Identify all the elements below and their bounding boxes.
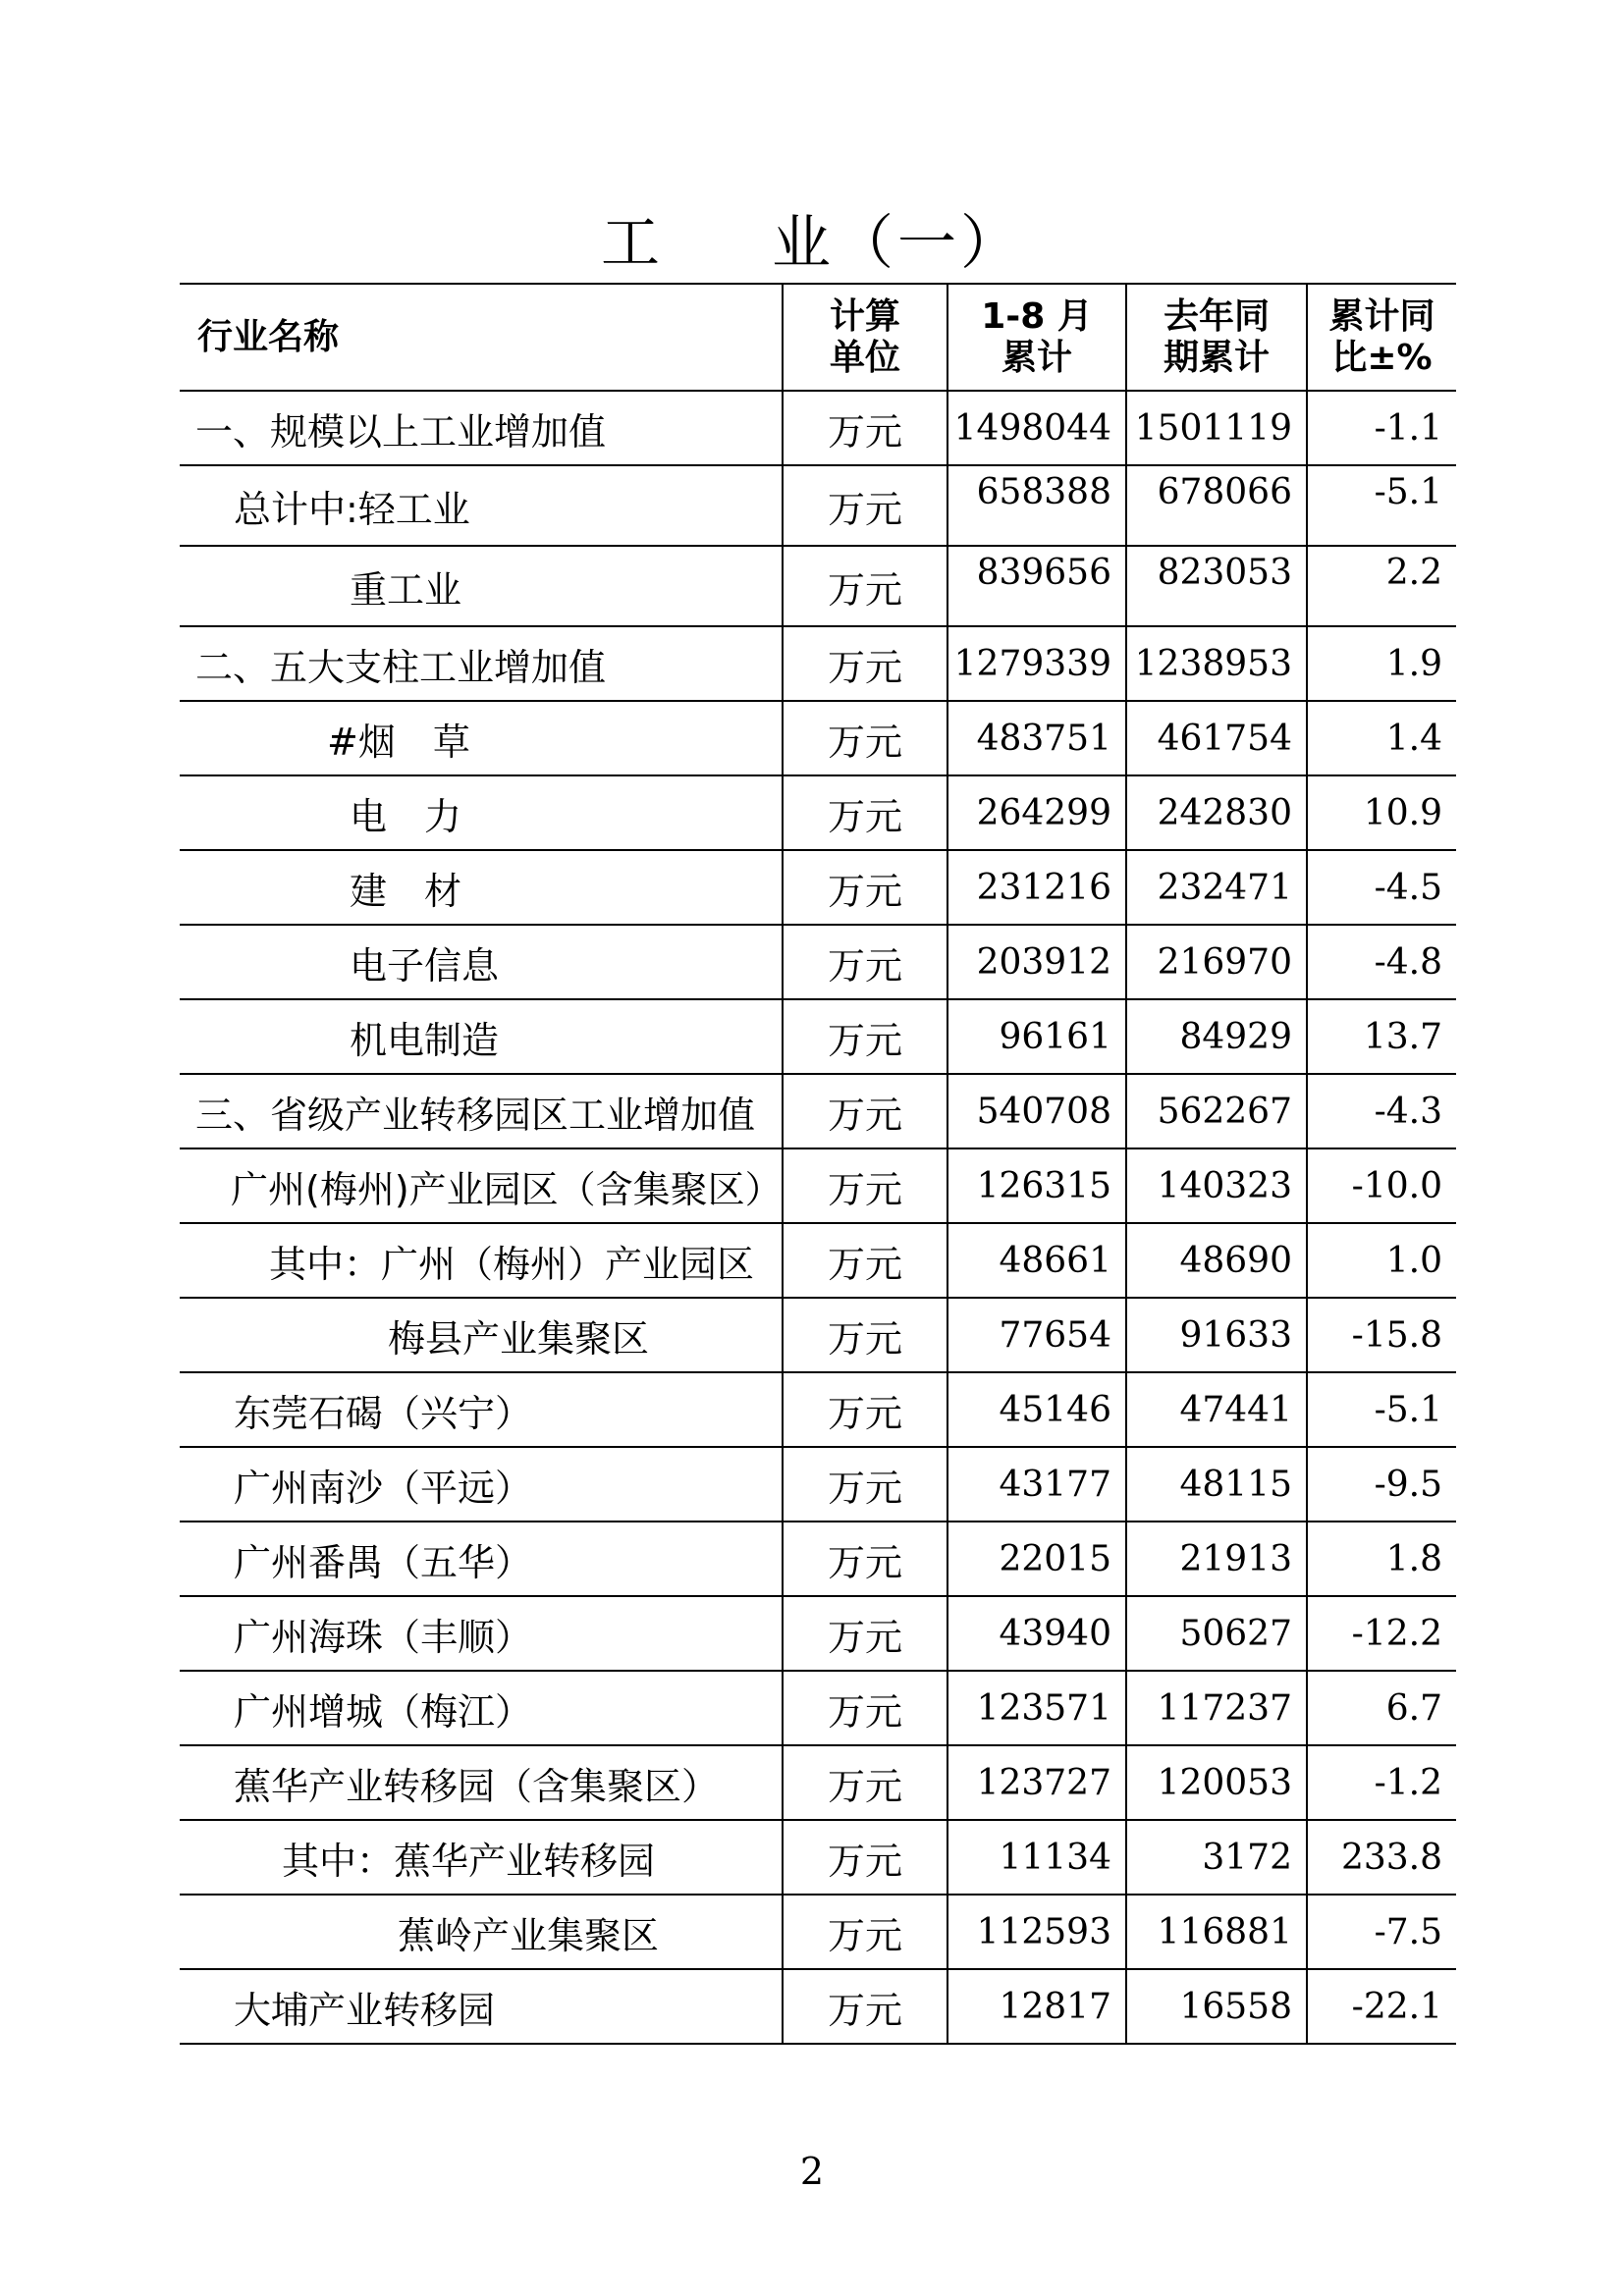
row-name: 三、省级产业转移园区工业增加值	[180, 1074, 783, 1148]
row-previous: 823053	[1126, 546, 1307, 626]
table-row	[180, 391, 1456, 465]
row-unit: 万元	[783, 1074, 947, 1148]
table-row	[180, 1820, 1456, 1895]
row-unit: 万元	[783, 1223, 947, 1298]
row-current: 96161	[947, 999, 1126, 1074]
row-unit: 万元	[783, 1372, 947, 1447]
table-row	[180, 1596, 1456, 1671]
row-name: 东莞石碣（兴宁）	[180, 1372, 783, 1447]
row-name: 广州(梅州)产业园区（含集聚区）	[180, 1148, 783, 1223]
row-yoy: -5.1	[1307, 1372, 1456, 1447]
row-unit: 万元	[783, 1969, 947, 2044]
row-current: 11134	[947, 1820, 1126, 1895]
page-title-right: 业（一）	[772, 209, 1023, 278]
row-unit: 万元	[783, 1596, 947, 1671]
row-yoy: -15.8	[1307, 1298, 1456, 1372]
header-previous: 去年同 期累计	[1126, 284, 1307, 391]
table-row	[180, 1223, 1456, 1298]
row-yoy: -5.1	[1307, 465, 1456, 546]
row-current: 45146	[947, 1372, 1126, 1447]
row-previous: 232471	[1126, 850, 1307, 925]
row-previous: 21913	[1126, 1522, 1307, 1596]
table-row	[180, 626, 1456, 701]
row-current: 48661	[947, 1223, 1126, 1298]
row-current: 126315	[947, 1148, 1126, 1223]
row-name: 广州增城（梅江）	[180, 1671, 783, 1745]
row-name: 电 力	[180, 775, 783, 850]
row-yoy: -4.3	[1307, 1074, 1456, 1148]
row-unit: 万元	[783, 626, 947, 701]
row-current: 264299	[947, 775, 1126, 850]
row-name: 其中：蕉华产业转移园	[180, 1820, 783, 1895]
row-unit: 万元	[783, 1148, 947, 1223]
row-current: 540708	[947, 1074, 1126, 1148]
row-yoy: -22.1	[1307, 1969, 1456, 2044]
row-yoy: 1.8	[1307, 1522, 1456, 1596]
row-unit: 万元	[783, 1671, 947, 1745]
row-current: 123727	[947, 1745, 1126, 1820]
row-name: 蕉岭产业集聚区	[180, 1895, 783, 1969]
row-current: 43940	[947, 1596, 1126, 1671]
table-row	[180, 1298, 1456, 1372]
table-row	[180, 465, 1456, 546]
row-yoy: 10.9	[1307, 775, 1456, 850]
page-number: 2	[799, 2150, 825, 2193]
row-previous: 216970	[1126, 925, 1307, 999]
table-row	[180, 1074, 1456, 1148]
row-yoy: -4.5	[1307, 850, 1456, 925]
row-unit: 万元	[783, 1745, 947, 1820]
row-current: 231216	[947, 850, 1126, 925]
table-row	[180, 1745, 1456, 1820]
row-yoy: -9.5	[1307, 1447, 1456, 1522]
row-name: 机电制造	[180, 999, 783, 1074]
row-previous: 47441	[1126, 1372, 1307, 1447]
table-row	[180, 1447, 1456, 1522]
row-previous: 48690	[1126, 1223, 1307, 1298]
row-name: 大埔产业转移园	[180, 1969, 783, 2044]
row-name: 广州番禺（五华）	[180, 1522, 783, 1596]
row-yoy: -4.8	[1307, 925, 1456, 999]
row-current: 1498044	[947, 391, 1126, 465]
page-title	[0, 196, 1624, 281]
row-unit: 万元	[783, 546, 947, 626]
row-name: 广州海珠（丰顺）	[180, 1596, 783, 1671]
row-yoy: -7.5	[1307, 1895, 1456, 1969]
row-current: 203912	[947, 925, 1126, 999]
row-unit: 万元	[783, 465, 947, 546]
page-title-left: 工	[601, 209, 664, 278]
row-previous: 242830	[1126, 775, 1307, 850]
table-row	[180, 1372, 1456, 1447]
row-previous: 48115	[1126, 1447, 1307, 1522]
header-yoy: 累计同 比±%	[1307, 284, 1456, 391]
row-current: 483751	[947, 701, 1126, 775]
row-yoy: -1.1	[1307, 391, 1456, 465]
row-yoy: 233.8	[1307, 1820, 1456, 1895]
row-name: #烟 草	[180, 701, 783, 775]
row-current: 123571	[947, 1671, 1126, 1745]
row-unit: 万元	[783, 775, 947, 850]
table-row	[180, 850, 1456, 925]
row-yoy: -1.2	[1307, 1745, 1456, 1820]
table-row	[180, 546, 1456, 626]
row-name: 一、规模以上工业增加值	[180, 391, 783, 465]
row-current: 112593	[947, 1895, 1126, 1969]
row-current: 22015	[947, 1522, 1126, 1596]
row-name: 其中：广州（梅州）产业园区	[180, 1223, 783, 1298]
table-row	[180, 1148, 1456, 1223]
row-unit: 万元	[783, 925, 947, 999]
row-unit: 万元	[783, 850, 947, 925]
row-previous: 678066	[1126, 465, 1307, 546]
row-name: 电子信息	[180, 925, 783, 999]
row-name: 总计中:轻工业	[180, 465, 783, 546]
row-yoy: 1.9	[1307, 626, 1456, 701]
table-row	[180, 999, 1456, 1074]
row-previous: 120053	[1126, 1745, 1307, 1820]
row-name: 重工业	[180, 546, 783, 626]
row-previous: 140323	[1126, 1148, 1307, 1223]
table-row	[180, 925, 1456, 999]
row-yoy: 1.4	[1307, 701, 1456, 775]
row-current: 43177	[947, 1447, 1126, 1522]
row-current: 77654	[947, 1298, 1126, 1372]
row-unit: 万元	[783, 1522, 947, 1596]
row-previous: 1501119	[1126, 391, 1307, 465]
row-previous: 16558	[1126, 1969, 1307, 2044]
table-row	[180, 1969, 1456, 2044]
row-yoy: 2.2	[1307, 546, 1456, 626]
table-row	[180, 701, 1456, 775]
row-unit: 万元	[783, 391, 947, 465]
row-unit: 万元	[783, 701, 947, 775]
row-yoy: -10.0	[1307, 1148, 1456, 1223]
industry-table	[180, 283, 1456, 2045]
row-previous: 50627	[1126, 1596, 1307, 1671]
table-row	[180, 1671, 1456, 1745]
row-name: 建 材	[180, 850, 783, 925]
row-current: 12817	[947, 1969, 1126, 2044]
row-yoy: 6.7	[1307, 1671, 1456, 1745]
row-name: 二、五大支柱工业增加值	[180, 626, 783, 701]
row-previous: 116881	[1126, 1895, 1307, 1969]
row-previous: 84929	[1126, 999, 1307, 1074]
row-name: 广州南沙（平远）	[180, 1447, 783, 1522]
row-previous: 117237	[1126, 1671, 1307, 1745]
row-previous: 3172	[1126, 1820, 1307, 1895]
row-current: 1279339	[947, 626, 1126, 701]
row-current: 839656	[947, 546, 1126, 626]
row-unit: 万元	[783, 1447, 947, 1522]
row-unit: 万元	[783, 1820, 947, 1895]
row-name: 蕉华产业转移园（含集聚区）	[180, 1745, 783, 1820]
row-previous: 1238953	[1126, 626, 1307, 701]
row-yoy: 13.7	[1307, 999, 1456, 1074]
row-previous: 562267	[1126, 1074, 1307, 1148]
header-name: 行业名称	[180, 284, 783, 391]
table-header-row	[180, 284, 1456, 391]
row-yoy: 1.0	[1307, 1223, 1456, 1298]
table-row	[180, 1522, 1456, 1596]
header-current: 1-8 月 累计	[947, 284, 1126, 391]
header-unit: 计算 单位	[783, 284, 947, 391]
row-unit: 万元	[783, 1298, 947, 1372]
row-unit: 万元	[783, 1895, 947, 1969]
row-current: 658388	[947, 465, 1126, 546]
table-row	[180, 1895, 1456, 1969]
row-previous: 461754	[1126, 701, 1307, 775]
row-name: 梅县产业集聚区	[180, 1298, 783, 1372]
row-previous: 91633	[1126, 1298, 1307, 1372]
table-row	[180, 775, 1456, 850]
row-yoy: -12.2	[1307, 1596, 1456, 1671]
row-unit: 万元	[783, 999, 947, 1074]
